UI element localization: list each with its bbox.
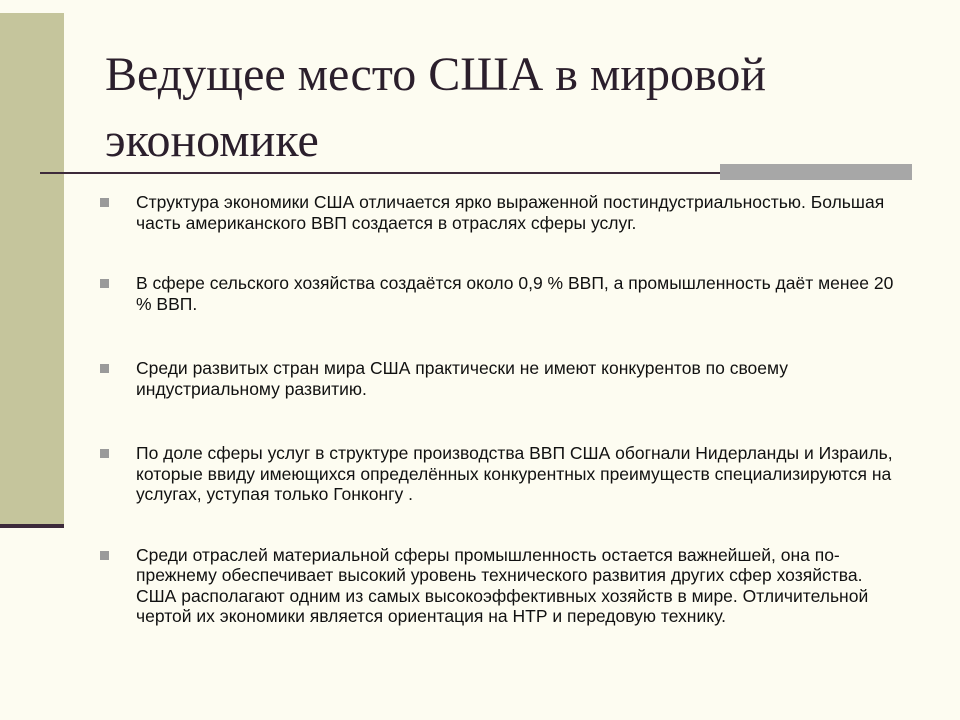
side-decoration-line — [0, 524, 64, 528]
slide-title: Ведущее место США в мировой экономике — [105, 48, 767, 167]
square-bullet-icon — [100, 198, 109, 207]
title-accent-bar — [720, 164, 912, 180]
bullet-list — [100, 192, 900, 627]
list-item — [100, 192, 900, 233]
list-item — [100, 358, 900, 399]
square-bullet-icon — [100, 279, 109, 288]
bullet-text: В сфере сельского хозяйства создаётся около 0,9 % ВВП, а промышленность даёт менее 20 % ВВП. — [136, 273, 894, 314]
list-item — [100, 545, 900, 627]
square-bullet-icon — [100, 551, 109, 560]
bullet-text: Структура экономики США отличается ярко выраженной постиндустриальностью. Большая часть американского ВВП создается в отраслях сферы услуг. — [136, 192, 885, 233]
list-item — [100, 443, 900, 505]
square-bullet-icon — [100, 449, 109, 458]
bullet-text: По доле сферы услуг в структуре производства ВВП США обогнали Нидерланды и Израиль, которые ввиду имеющихся определённых конкурентных преимуществ специализируются на услугах, уступая только Гонконгу . — [136, 443, 893, 504]
bullet-text: Среди отраслей материальной сферы промышленность остается важнейшей, она по-прежнему обеспечивает высокий уровень технического развития других сфер хозяйства. США располагают одним из самых высокоэффективных хозяйств в мире. Отличительной чертой их экономики является ориентация на НТР и передовую технику. — [136, 544, 869, 626]
square-bullet-icon — [100, 364, 109, 373]
list-item — [100, 273, 900, 314]
side-decoration-bar — [0, 13, 64, 528]
bullet-text: Среди развитых стран мира США практически не имеют конкурентов по своему индустриальному развитию. — [136, 358, 788, 399]
